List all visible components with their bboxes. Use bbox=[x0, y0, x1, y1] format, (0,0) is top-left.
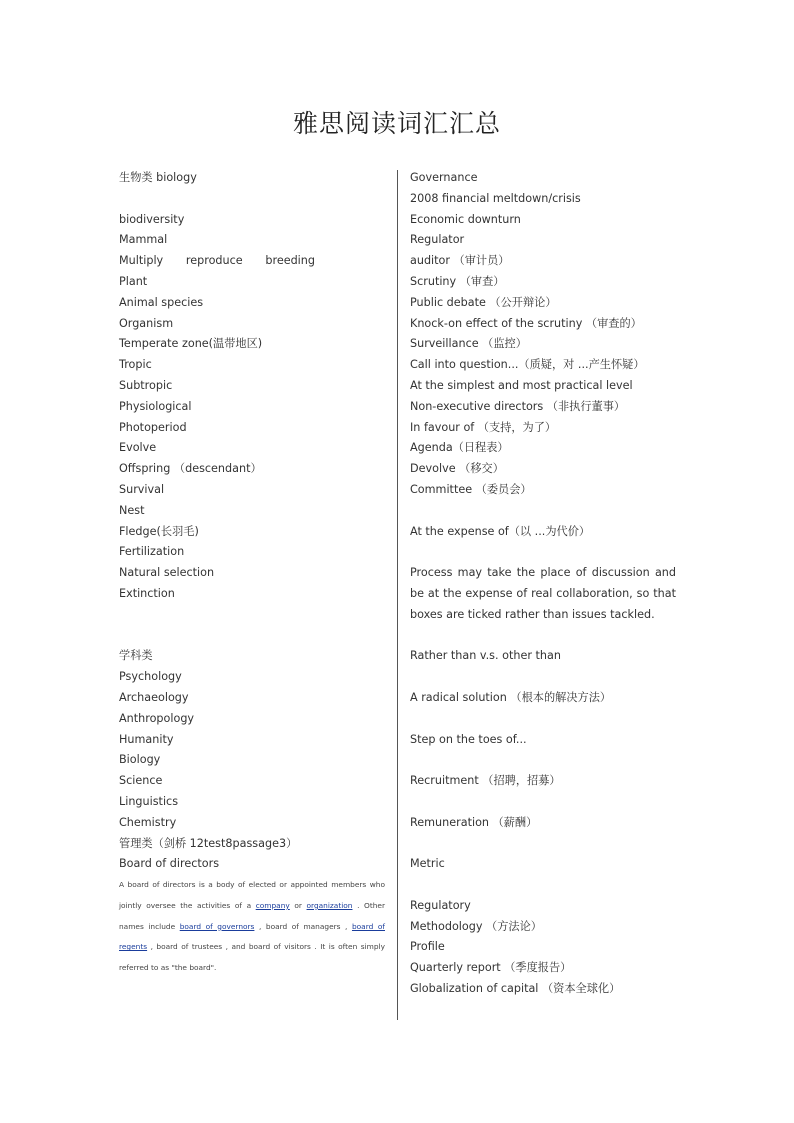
term-item: Quarterly report （季度报告） bbox=[410, 961, 572, 975]
term-item: Devolve （移交） bbox=[410, 462, 504, 476]
term-item: Agenda（日程表） bbox=[410, 441, 509, 455]
term-item: Knock-on effect of the scrutiny （审查的） bbox=[410, 316, 642, 330]
section-header-management: 管理类（剑桥 12test8passage3） bbox=[119, 836, 298, 850]
term-item: breeding bbox=[265, 254, 315, 268]
link-board-of-regents[interactable]: board of regents bbox=[119, 921, 385, 952]
term-item: Anthropology bbox=[119, 711, 195, 725]
term-item: Profile bbox=[410, 940, 445, 954]
term-item: Linguistics bbox=[119, 794, 179, 808]
term-item: Regulator bbox=[410, 233, 465, 247]
term-item: Regulatory bbox=[410, 898, 471, 912]
term-item: Psychology bbox=[119, 670, 182, 684]
term-item: Chemistry bbox=[119, 815, 177, 829]
link-board-of-governors[interactable]: board of governors bbox=[179, 921, 255, 931]
term-item: Fledge(长羽毛) bbox=[119, 524, 199, 538]
term-item: 2008 financial meltdown/crisis bbox=[410, 191, 581, 205]
term-item: Survival bbox=[119, 482, 165, 496]
term-item: Tropic bbox=[119, 358, 152, 372]
page-title: 雅思阅读词汇汇总 bbox=[292, 109, 501, 138]
term-item: Multiply bbox=[119, 254, 164, 268]
term-item: Biology bbox=[119, 753, 161, 767]
term-row-multiply bbox=[119, 251, 315, 272]
term-item: Non-executive directors （非执行董事） bbox=[410, 399, 626, 413]
term-item: Committee （委员会） bbox=[410, 482, 532, 496]
term-item: Mammal bbox=[119, 233, 168, 247]
term-item: Organism bbox=[119, 316, 174, 330]
term-item: Archaeology bbox=[119, 690, 189, 704]
term-item: auditor （审计员） bbox=[410, 254, 510, 268]
term-item: Rather than v.s. other than bbox=[410, 649, 561, 663]
board-definition: A board of directors is a body of elected or appointed members who jointly oversee the activities of a company or organization . Other names include board of governors , board of managers , board of regents , board of trustees , and board of visitors . It is often simply referred to as "the board". bbox=[119, 880, 385, 973]
term-item: Temperate zone(温带地区) bbox=[119, 337, 263, 351]
term-item: Nest bbox=[119, 503, 145, 517]
term-item: biodiversity bbox=[119, 212, 185, 226]
term-item: Globalization of capital （资本全球化） bbox=[410, 982, 621, 996]
term-item: Board of directors bbox=[119, 857, 220, 871]
term-item: Metric bbox=[410, 857, 445, 871]
term-item: Remuneration （薪酬） bbox=[410, 815, 538, 829]
term-item: Economic downturn bbox=[410, 212, 521, 226]
term-item: Plant bbox=[119, 274, 148, 288]
column-divider bbox=[397, 170, 398, 1020]
term-item: Subtropic bbox=[119, 378, 173, 392]
term-item: In favour of （支持，为了） bbox=[410, 420, 557, 434]
link-organization[interactable]: organization bbox=[306, 900, 353, 910]
term-item: Recruitment （招聘，招募） bbox=[410, 774, 561, 788]
term-item: Surveillance （监控） bbox=[410, 337, 527, 351]
term-item: Evolve bbox=[119, 441, 157, 455]
term-item: reproduce bbox=[185, 254, 243, 268]
term-item: Step on the toes of... bbox=[410, 732, 527, 746]
term-item: Scrutiny （审查） bbox=[410, 274, 505, 288]
term-item: Offspring （descendant） bbox=[119, 462, 262, 476]
term-item: At the expense of（以 ...为代价） bbox=[410, 524, 591, 538]
term-item: At the simplest and most practical level bbox=[410, 378, 633, 392]
link-company[interactable]: company bbox=[255, 900, 290, 910]
term-item: Fertilization bbox=[119, 545, 185, 559]
left-column bbox=[119, 168, 385, 979]
term-item: Methodology （方法论） bbox=[410, 919, 542, 933]
term-item: Public debate （公开辩论） bbox=[410, 295, 557, 309]
term-item: Extinction bbox=[119, 586, 175, 600]
section-header-biology: 生物类 biology bbox=[119, 171, 197, 184]
term-item: Physiological bbox=[119, 399, 192, 413]
term-item: Humanity bbox=[119, 732, 174, 746]
term-item: Governance bbox=[410, 171, 478, 184]
right-column bbox=[410, 168, 676, 1000]
term-item: A radical solution （根本的解决方法） bbox=[410, 690, 612, 704]
term-item: Photoperiod bbox=[119, 420, 187, 434]
term-item: Science bbox=[119, 774, 163, 788]
term-item: Natural selection bbox=[119, 566, 215, 580]
term-item: Animal species bbox=[119, 295, 204, 309]
example-paragraph: Process may take the place of discussion and be at the expense of real collaboration, so that boxes are ticked rather than issues tackled. bbox=[410, 566, 676, 621]
section-header-subjects: 学科类 bbox=[119, 649, 153, 663]
term-item: Call into question...（质疑，对 ...产生怀疑） bbox=[410, 358, 645, 372]
